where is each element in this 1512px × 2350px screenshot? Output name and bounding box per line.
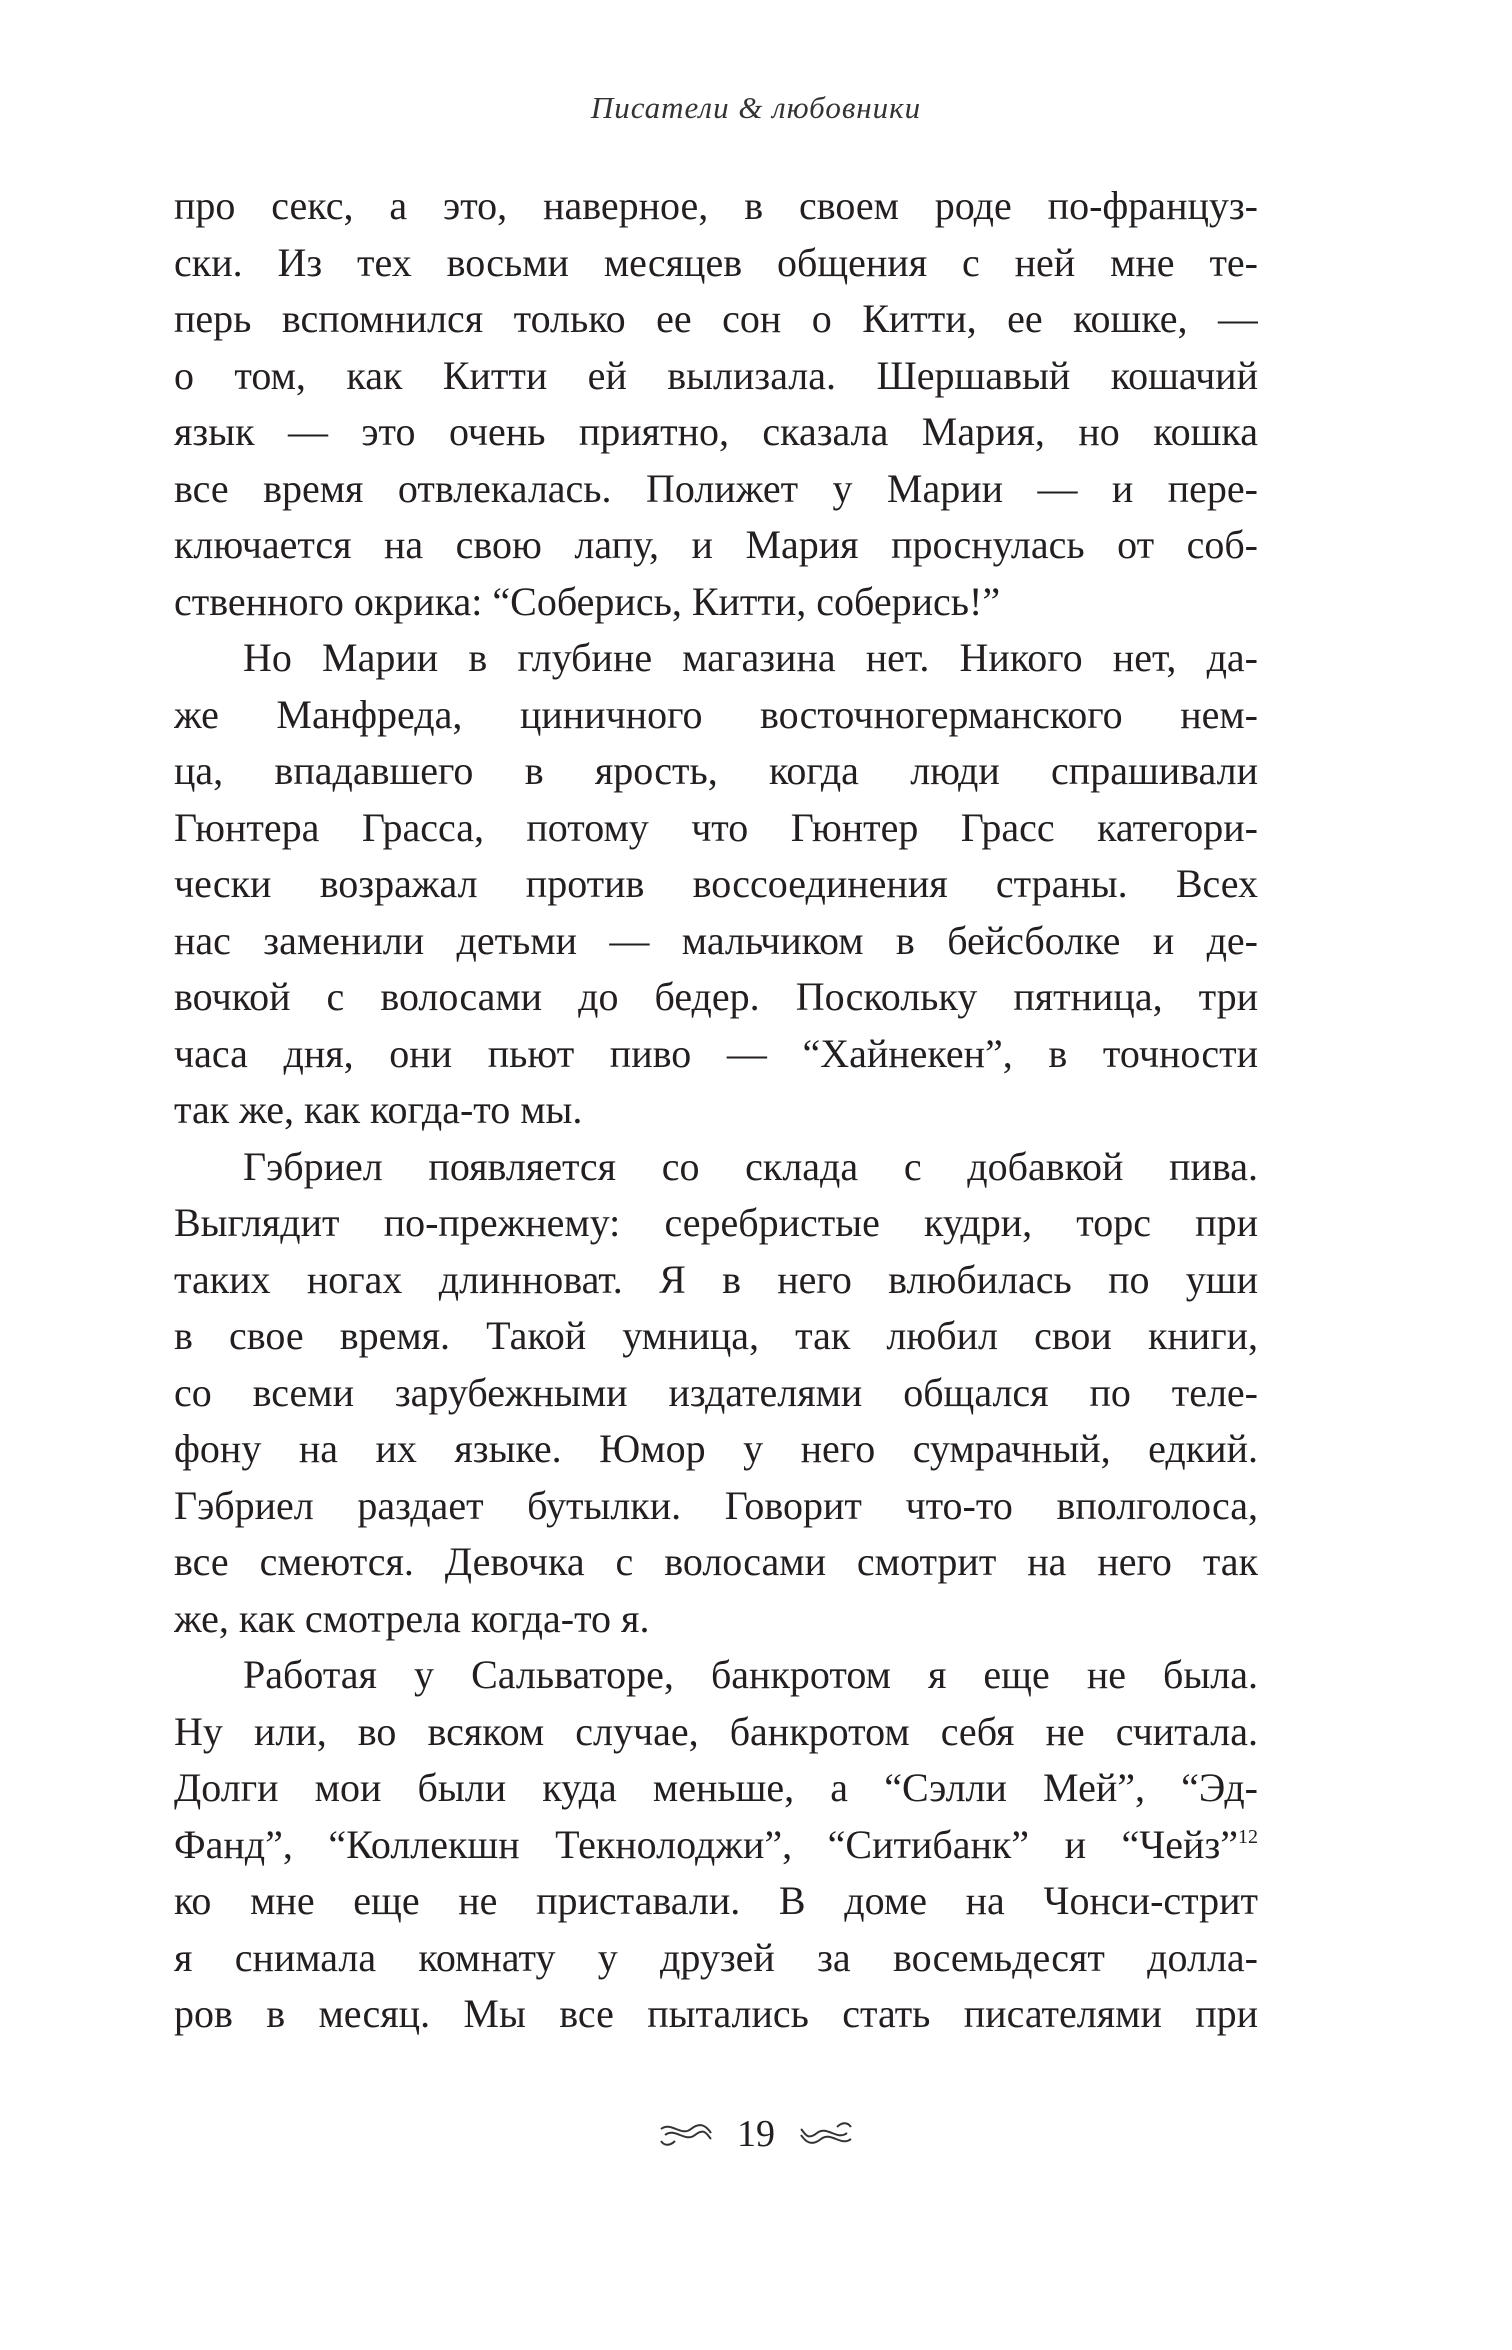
text-line (174, 1308, 1258, 1365)
text-line (174, 1930, 1258, 1987)
text-line-content: Работая у Сальваторе, банкротом я еще не была. (243, 1652, 1258, 1697)
text-line (174, 630, 1258, 687)
text-line (174, 1986, 1258, 2043)
text-line (174, 743, 1258, 800)
text-line-content: язык — это очень приятно, сказала Мария, но кошка (174, 409, 1258, 454)
text-line-content: ко мне еще не приставали. В доме на Чонси-стрит (174, 1878, 1258, 1923)
text-line (174, 291, 1258, 348)
text-line (174, 1647, 1258, 1704)
text-line-content: часа дня, они пьют пиво — “Хайнекен”, в точности (174, 1030, 1258, 1076)
text-line (174, 1760, 1258, 1817)
text-line (174, 800, 1258, 857)
text-line (174, 348, 1258, 405)
text-line (174, 913, 1258, 970)
text-line-content: ственного окрика: “Соберись, Китти, соберись!” (174, 578, 1001, 624)
text-line-content: Гюнтера Грасса, потому что Гюнтер Грасс категори- (174, 804, 1258, 850)
text-line (174, 235, 1258, 292)
text-line-content: со всеми зарубежными издателями общался по теле- (174, 1369, 1258, 1415)
text-line-content: так же, как когда-то мы. (174, 1087, 583, 1132)
text-line (174, 969, 1258, 1026)
text-line (174, 517, 1258, 574)
text-line (174, 1365, 1258, 1422)
text-line-content: же Манфреда, циничного восточногерманского нем- (174, 691, 1258, 737)
text-line (174, 1534, 1258, 1591)
text-line (174, 1195, 1258, 1252)
text-line-content: я снимала комнату у друзей за восемьдесят долла- (174, 1934, 1258, 1980)
text-line (174, 1704, 1258, 1761)
page-number: 19 (737, 2113, 775, 2155)
text-line (174, 1421, 1258, 1478)
running-head: Писатели & любовники (590, 90, 922, 125)
text-line-content: в свое время. Такой умница, так любил свои книги, (174, 1313, 1258, 1358)
text-line (174, 1026, 1258, 1083)
text-line (174, 1478, 1258, 1535)
text-line (174, 1591, 1258, 1648)
text-line (174, 1082, 1258, 1139)
text-line-content: все время отвлекалась. Полижет у Марии — и пере- (174, 465, 1258, 511)
text-line-content: Гэбриел появляется со склада с добавкой пива. (243, 1143, 1258, 1189)
text-line-content: Выглядит по-прежнему: серебристые кудри, торс при (174, 1200, 1258, 1245)
text-line (174, 687, 1258, 744)
text-line-content: ца, впадавшего в ярость, когда люди спрашивали (174, 748, 1258, 793)
swash-ornament-left-icon (657, 2119, 715, 2149)
text-line-content: ров в месяц. Мы все пытались стать писателями при (174, 1991, 1258, 2036)
text-line (174, 461, 1258, 518)
text-line (174, 1873, 1258, 1930)
text-line-content: Долги мои были куда меньше, а “Сэлли Мей”, “Эд- (174, 1765, 1258, 1810)
text-line-content: Но Марии в глубине магазина нет. Никого нет, да- (243, 635, 1258, 680)
text-line-content: перь вспомнился только ее сон о Китти, ее кошке, — (174, 296, 1258, 341)
text-line-content: Ну или, во всяком случае, банкротом себя не считала. (174, 1708, 1258, 1754)
text-line-content: о том, как Китти ей вылизала. Шершавый кошачий (174, 352, 1258, 398)
text-line (174, 178, 1258, 235)
text-line-content: таких ногах длинноват. Я в него влюбилась по уши (174, 1256, 1258, 1302)
folio (0, 2112, 1512, 2156)
text-line-content: Гэбриел раздает бутылки. Говорит что-то вполголоса, (174, 1482, 1258, 1528)
text-line-content: вочкой с волосами до бедер. Поскольку пятница, три (174, 974, 1258, 1019)
text-line (174, 404, 1258, 461)
text-line-content: нас заменили детьми — мальчиком в бейсболке и де- (174, 917, 1258, 963)
text-line (174, 1817, 1258, 1874)
text-line-content: Фанд”, “Коллекшн Текнолоджи”, “Ситибанк” и “Чейз” (174, 1821, 1238, 1867)
text-line-content: фону на их языке. Юмор у него сумрачный, едкий. (174, 1426, 1258, 1471)
text-line (174, 856, 1258, 913)
text-line-content: ключается на свою лапу, и Мария проснулась от соб- (174, 522, 1258, 567)
text-line-content: же, как смотрела когда-то я. (174, 1595, 650, 1641)
text-line (174, 1252, 1258, 1309)
text-line-content: про секс, а это, наверное, в своем роде по-француз- (174, 183, 1258, 228)
body-text (174, 178, 1258, 2043)
text-line (174, 1139, 1258, 1196)
swash-ornament-right-icon (797, 2119, 855, 2149)
footnote-marker: 12 (1238, 1825, 1258, 1848)
text-line-content: чески возражал против воссоединения страны. Всех (174, 861, 1258, 906)
text-line (174, 574, 1258, 631)
text-line-content: ски. Из тех восьми месяцев общения с ней мне те- (174, 239, 1258, 285)
text-line-content: все смеются. Девочка с волосами смотрит на него так (174, 1539, 1258, 1584)
